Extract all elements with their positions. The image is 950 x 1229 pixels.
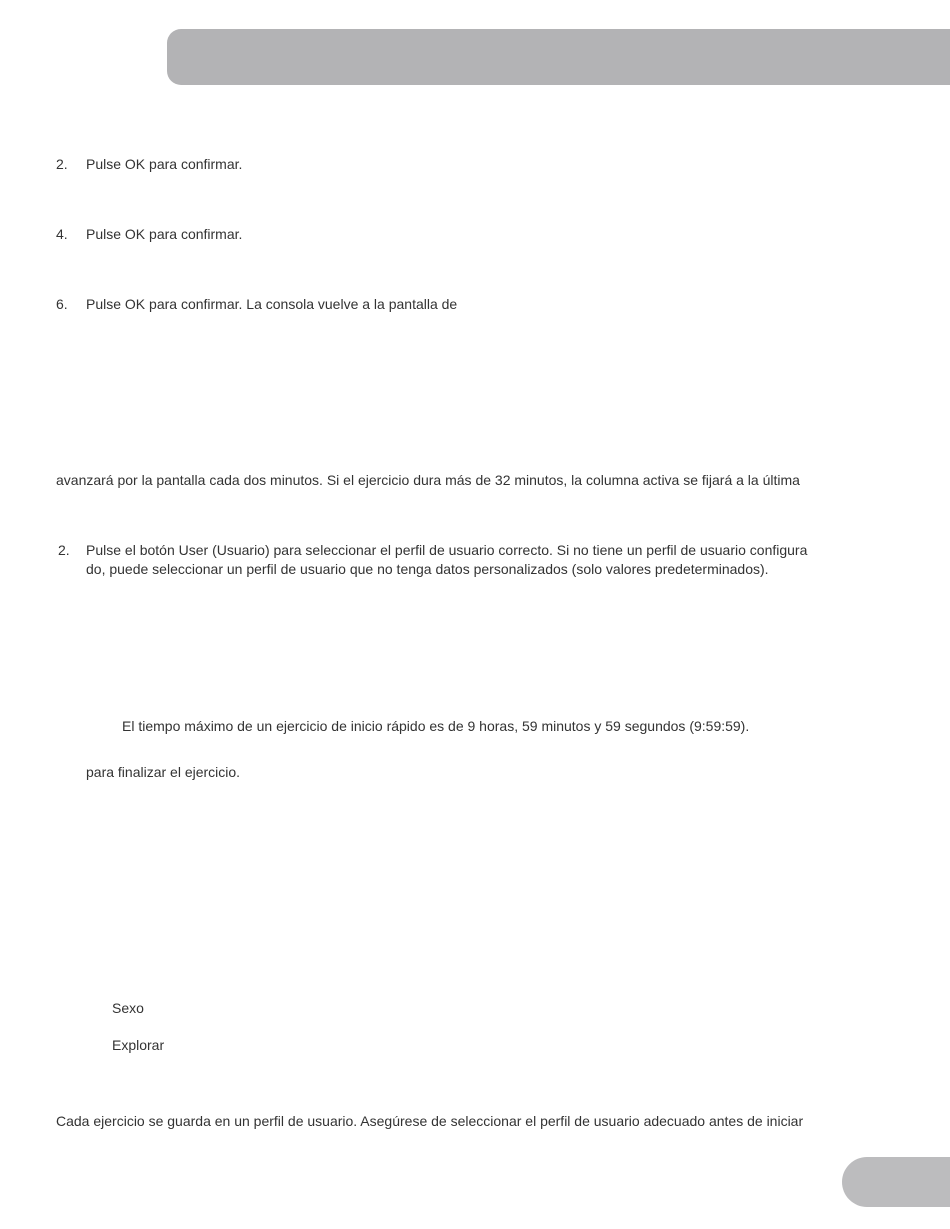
step-number: 4. xyxy=(56,226,68,242)
step-number: 2. xyxy=(56,156,68,172)
step-number: 6. xyxy=(56,296,68,312)
step-text: Pulse OK para confirmar. La consola vuelve a la pantalla de xyxy=(86,296,458,312)
step-text: Pulse el botón User (Usuario) para seleccionar el perfil de usuario correcto. Si no tiene un perfil de usuario configura xyxy=(86,542,808,558)
body-paragraph: avanzará por la pantalla cada dos minutos. Si el ejercicio dura más de 32 minutos, la columna activa se fijará a la última xyxy=(56,472,800,488)
step-text: Pulse OK para confirmar. xyxy=(86,226,243,242)
header-bar xyxy=(167,29,950,85)
list-item: Explorar xyxy=(112,1037,165,1053)
step-text: Pulse OK para confirmar. xyxy=(86,156,243,172)
list-item: Sexo xyxy=(112,1000,144,1016)
step-text-continued: do, puede seleccionar un perfil de usuario que no tenga datos personalizados (solo valores predeterminados). xyxy=(86,561,769,577)
step-number: 2. xyxy=(58,542,70,558)
finish-text: para finalizar el ejercicio. xyxy=(86,764,241,780)
body-paragraph: Cada ejercicio se guarda en un perfil de usuario. Asegúrese de seleccionar el perfil de usuario adecuado antes de iniciar xyxy=(56,1113,804,1129)
page-tab xyxy=(842,1157,950,1207)
note-text: El tiempo máximo de un ejercicio de inicio rápido es de 9 horas, 59 minutos y 59 segundos (9:59:59). xyxy=(122,718,750,734)
